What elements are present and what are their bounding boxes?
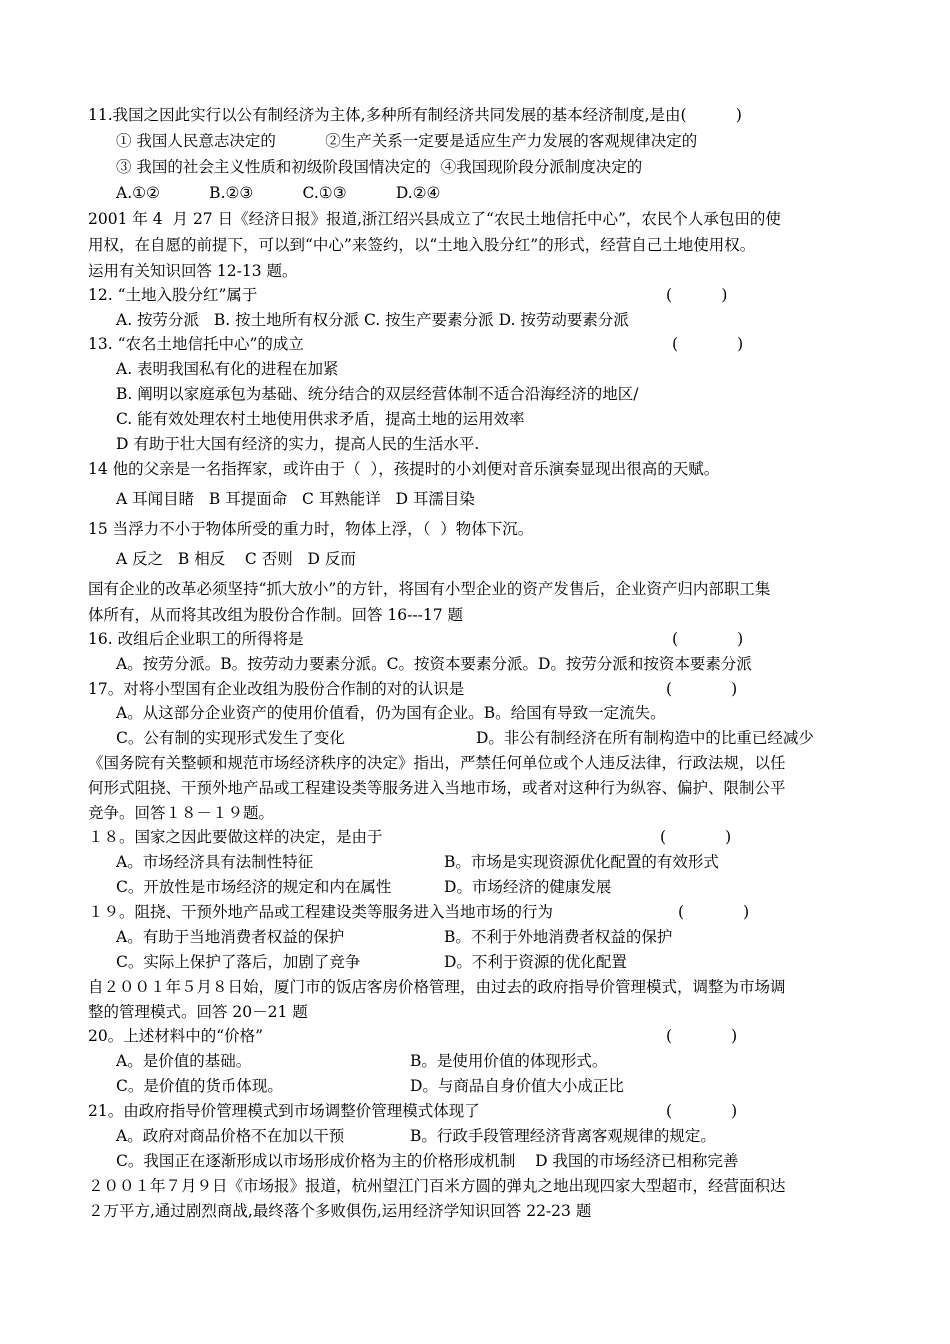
- text-line: A 反之 B 相反 C 否则 D 反而: [116, 550, 356, 568]
- text-line: C。我国正在逐渐形成以市场形成价格为主的价格形成机制 D 我国的市场经济已相称完善: [116, 1152, 739, 1170]
- text-line: 国有企业的改革必须坚持“抓大放小”的方针，将国有小型企业的资产发售后，企业资产归内部职工集: [88, 580, 771, 598]
- text-line: 竞争。回答１８－１９题。: [88, 804, 275, 822]
- text-line: A 耳闻目睹 B 耳提面命 C 耳熟能详 D 耳濡目染: [116, 490, 475, 508]
- text-line: B。市场是实现资源优化配置的有效形式: [444, 853, 719, 871]
- text-line: A. 表明我国私有化的进程在加紧: [116, 360, 339, 378]
- text-line: D。不利于资源的优化配置: [444, 953, 627, 971]
- text-line: C。实际上保护了落后，加剧了竞争: [116, 953, 361, 971]
- text-line: C。公有制的实现形式发生了变化: [116, 729, 345, 747]
- text-line: 用权，在自愿的前提下，可以到“中心”来签约，以“土地入股分红”的形式，经营自己土地使用权。: [88, 236, 756, 254]
- text-line: A。政府对商品价格不在加以干预: [116, 1127, 345, 1145]
- text-line: 运用有关知识回答 12-13 题。: [88, 262, 298, 280]
- text-line: 《国务院有关整顿和规范市场经济秩序的决定》指出，严禁任何单位或个人违反法律，行政法规，以任: [88, 754, 786, 772]
- text-line: A。是价值的基础。: [116, 1052, 252, 1070]
- text-line: C。开放性是市场经济的规定和内在属性: [116, 878, 392, 896]
- text-line: 何形式阻挠、干预外地产品或工程建设类等服务进入当地市场，或者对这种行为纵容、偏护、限制公平: [88, 779, 786, 797]
- text-line: １９。阻挠、干预外地产品或工程建设类等服务进入当地市场的行为: [88, 903, 554, 921]
- text-line: ( ): [660, 828, 732, 846]
- text-line: 12. “土地入股分红”属于: [88, 286, 258, 304]
- text-line: 整的管理模式。回答 20－21 题: [88, 1003, 308, 1021]
- text-line: ( ): [666, 1102, 738, 1120]
- text-line: ① 我国人民意志决定的 ②生产关系一定要是适应生产力发展的客观规律决定的: [116, 132, 698, 150]
- text-line: 14 他的父亲是一名指挥家，或许由于（ ），孩提时的小刘便对音乐演奏显现出很高的天赋。: [88, 460, 720, 478]
- text-line: 2001 年 4 月 27 日《经济日报》报道,浙江绍兴县成立了“农民土地信托中心”，农民个人承包田的使: [88, 210, 781, 228]
- text-line: 20。上述材料中的“价格”: [88, 1027, 264, 1045]
- text-line: C。是价值的货币体现。: [116, 1077, 283, 1095]
- text-line: C. 能有效处理农村土地使用供求矛盾，提高土地的运用效率: [116, 410, 525, 428]
- text-line: A。按劳分派。B。按劳动力要素分派。C。按资本要素分派。D。按劳分派和按资本要素分派: [116, 655, 752, 673]
- text-line: 体所有，从而将其改组为股份合作制。回答 16---17 题: [88, 606, 464, 624]
- text-line: ( ): [678, 903, 750, 921]
- text-line: ２万平方,通过剧烈商战,最终落个多败俱伤,运用经济学知识回答 22-23 题: [88, 1202, 592, 1220]
- text-line: ２００１年７月９日《市场报》报道，杭州望江门百米方圆的弹丸之地出现四家大型超市，经营面积达: [88, 1177, 786, 1195]
- text-line: 13. “农名土地信托中心”的成立: [88, 335, 304, 353]
- text-line: D 有助于壮大国有经济的实力，提高人民的生活水平.: [116, 435, 480, 453]
- text-line: A。有助于当地消费者权益的保护: [116, 928, 345, 946]
- text-line: B。是使用价值的体现形式。: [410, 1052, 608, 1070]
- text-line: 15 当浮力不小于物体所受的重力时，物体上浮，（ ）物体下沉。: [88, 520, 534, 538]
- text-line: B. 阐明以家庭承包为基础、统分结合的双层经营体制不适合沿海经济的地区/: [116, 385, 639, 403]
- text-line: ( ): [672, 335, 744, 353]
- text-line: A。从这部分企业资产的使用价值看，仍为国有企业。B。给国有导致一定流失。: [116, 704, 666, 722]
- text-line: 11.我国之因此实行以公有制经济为主体,多种所有制经济共同发展的基本经济制度,是由( ): [88, 106, 742, 124]
- text-line: ( ): [672, 630, 744, 648]
- text-line: D。市场经济的健康发展: [444, 878, 612, 896]
- text-line: １８。国家之因此要做这样的决定，是由于: [88, 828, 383, 846]
- text-line: ( ): [666, 1027, 738, 1045]
- text-line: 16. 改组后企业职工的所得将是: [88, 630, 304, 648]
- text-line: A. 按劳分派 B. 按土地所有权分派 C. 按生产要素分派 D. 按劳动要素分派: [116, 311, 629, 329]
- text-line: 自２００１年５月８日始，厦门市的饭店客房价格管理，由过去的政府指导价管理模式，调整为市场调: [88, 978, 786, 996]
- text-line: A。市场经济具有法制性特征: [116, 853, 314, 871]
- text-line: A.①② B.②③ C.①③ D.②④: [116, 184, 441, 202]
- text-line: 21。由政府指导价管理模式到市场调整价管理模式体现了: [88, 1102, 480, 1120]
- text-line: ③ 我国的社会主义性质和初级阶段国情决定的 ④我国现阶段分派制度决定的: [116, 158, 643, 176]
- text-line: ( ): [666, 680, 738, 698]
- text-line: D。非公有制经济在所有制构造中的比重已经减少: [476, 729, 814, 747]
- text-line: B。行政手段管理经济背离客观规律的规定。: [410, 1127, 716, 1145]
- text-line: D。与商品自身价值大小成正比: [410, 1077, 624, 1095]
- text-line: 17。对将小型国有企业改组为股份合作制的对的认识是: [88, 680, 465, 698]
- text-line: B。不利于外地消费者权益的保护: [444, 928, 673, 946]
- text-line: ( ): [666, 286, 728, 304]
